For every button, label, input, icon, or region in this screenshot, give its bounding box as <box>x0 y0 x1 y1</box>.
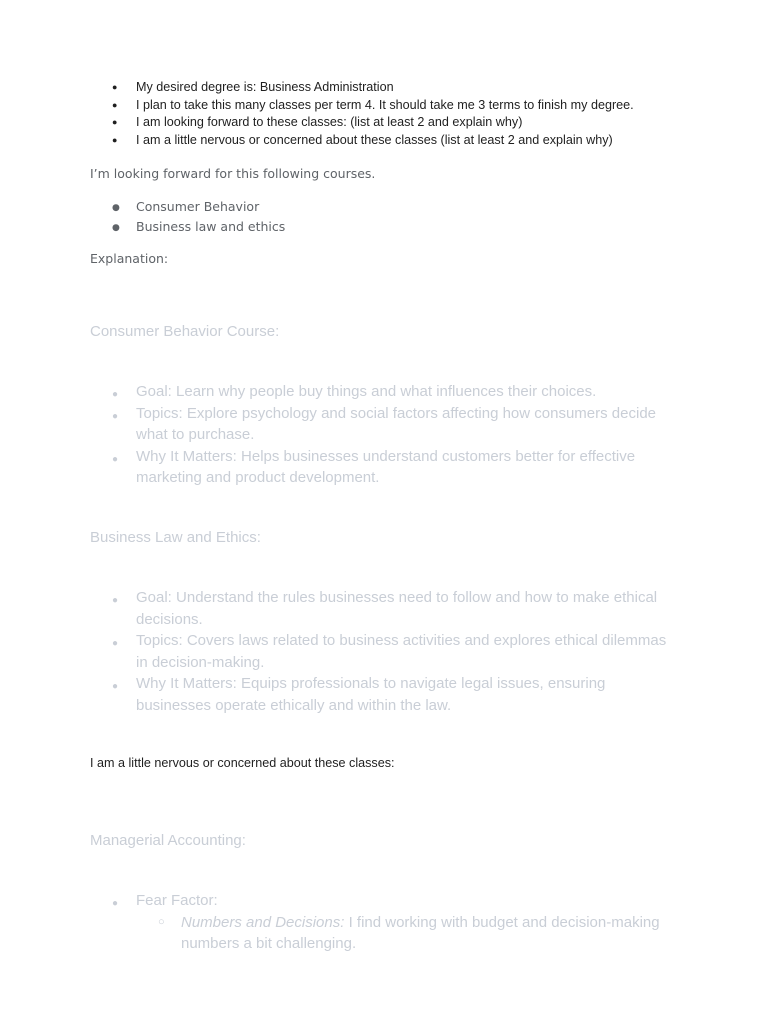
consumer-behavior-heading: Consumer Behavior Course: <box>90 323 280 340</box>
fear-factor-label: Fear Factor: <box>136 892 218 909</box>
nervous-label: I am a little nervous or concerned about these classes: <box>90 756 395 770</box>
fear-factor-sublist <box>136 912 678 955</box>
managerial-accounting-list <box>0 890 768 955</box>
intro-list <box>0 79 768 149</box>
looking-forward-text: I’m looking forward for this following courses. <box>90 166 376 181</box>
intro-item-looking-forward: ● I am looking forward to these classes: (list at least 2 and explain why) <box>0 114 768 132</box>
consumer-behavior-topics: ● Topics: Explore psychology and social factors affecting how consumers decide what to purchase. <box>0 403 768 446</box>
consumer-behavior-list <box>0 381 768 489</box>
fear-factor-item <box>0 890 768 955</box>
fear-factor-subitem <box>136 912 678 955</box>
business-law-list <box>0 587 768 717</box>
consumer-behavior-why: ● Why It Matters: Helps businesses understand customers better for effective marketing and product development. <box>0 446 768 489</box>
consumer-behavior-goal: ● Goal: Learn why people buy things and what influences their choices. <box>0 381 768 403</box>
intro-item-nervous: ● I am a little nervous or concerned about these classes (list at least 2 and explain why) <box>0 132 768 150</box>
intro-item-degree: ● My desired degree is: Business Administration <box>0 79 768 97</box>
business-law-goal: ● Goal: Understand the rules businesses need to follow and how to make ethical decisions. <box>0 587 768 630</box>
course-item: ● Business law and ethics <box>0 217 768 237</box>
course-list <box>0 197 768 237</box>
business-law-topics: ● Topics: Covers laws related to business activities and explores ethical dilemmas in decision-making. <box>0 630 768 673</box>
explanation-label: Explanation: <box>90 251 169 266</box>
subitem-text: I find working with budget and decision-making numbers a bit challenging. <box>181 913 660 953</box>
business-law-why: ● Why It Matters: Equips professionals to navigate legal issues, ensuring businesses operate ethically and within the law. <box>0 673 768 716</box>
managerial-accounting-heading: Managerial Accounting: <box>90 832 246 849</box>
subitem-title: Numbers and Decisions: <box>181 913 345 931</box>
business-law-heading: Business Law and Ethics: <box>90 529 261 546</box>
intro-item-classes-per-term: ● I plan to take this many classes per term 4. It should take me 3 terms to finish my degree. <box>0 97 768 115</box>
course-item: ● Consumer Behavior <box>0 197 768 217</box>
